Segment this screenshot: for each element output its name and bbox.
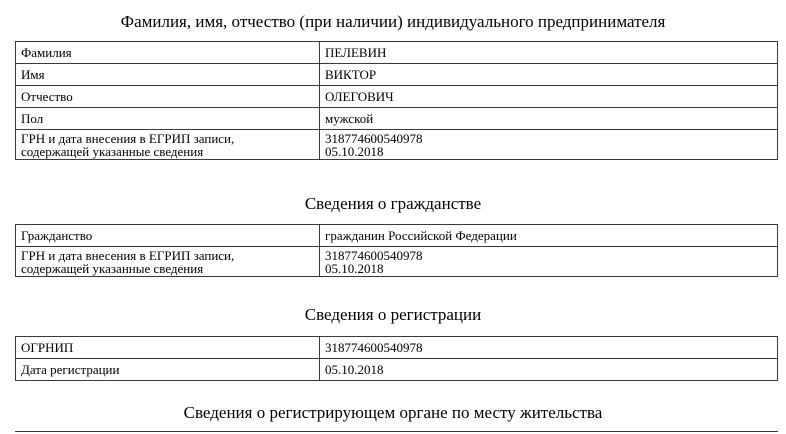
row-value [320, 247, 778, 277]
table-row [16, 337, 778, 359]
row-value: 318774600540978 [320, 337, 778, 359]
row-value: ПЕЛЕВИН [320, 42, 778, 64]
row-label: ОГРНИП [16, 337, 320, 359]
citizenship-table [15, 224, 778, 277]
row-label-line: содержащей указанные сведения [21, 143, 204, 159]
row-value: мужской [320, 108, 778, 130]
row-value: ВИКТОР [320, 64, 778, 86]
grn-value: 318774600540978 [325, 247, 423, 263]
date-value: 05.10.2018 [325, 143, 384, 159]
table-row [16, 359, 778, 381]
row-label: Фамилия [16, 42, 320, 64]
table-row [16, 108, 778, 130]
table-row [16, 225, 778, 247]
row-label [16, 130, 320, 160]
section-title-authority: Сведения о регистрирующем органе по месту жительства [183, 403, 603, 422]
table-row [16, 42, 778, 64]
row-label: Дата регистрации [16, 359, 320, 381]
table-row [16, 86, 778, 108]
row-label-line: содержащей указанные сведения [21, 260, 204, 276]
registration-table [15, 336, 778, 381]
date-value: 05.10.2018 [325, 260, 384, 276]
row-label: Пол [16, 108, 320, 130]
section-title-fio: Фамилия, имя, отчество (при наличии) индивидуального предпринимателя [120, 12, 666, 31]
section-title-citizenship: Сведения о гражданстве [304, 194, 482, 213]
row-label: Имя [16, 64, 320, 86]
row-value: ОЛЕГОВИЧ [320, 86, 778, 108]
row-label [16, 247, 320, 277]
table-row [16, 247, 778, 277]
table-row [16, 130, 778, 160]
fio-table [15, 41, 778, 160]
table-row [16, 64, 778, 86]
grn-value: 318774600540978 [325, 130, 423, 146]
row-value [320, 130, 778, 160]
row-label-line: ГРН и дата внесения в ЕГРИП записи, [21, 247, 235, 263]
row-label: Отчество [16, 86, 320, 108]
row-label: Гражданство [16, 225, 320, 247]
row-value: гражданин Российской Федерации [320, 225, 778, 247]
row-value: 05.10.2018 [320, 359, 778, 381]
row-label-line: ГРН и дата внесения в ЕГРИП записи, [21, 130, 235, 146]
section-title-registration: Сведения о регистрации [304, 305, 482, 324]
